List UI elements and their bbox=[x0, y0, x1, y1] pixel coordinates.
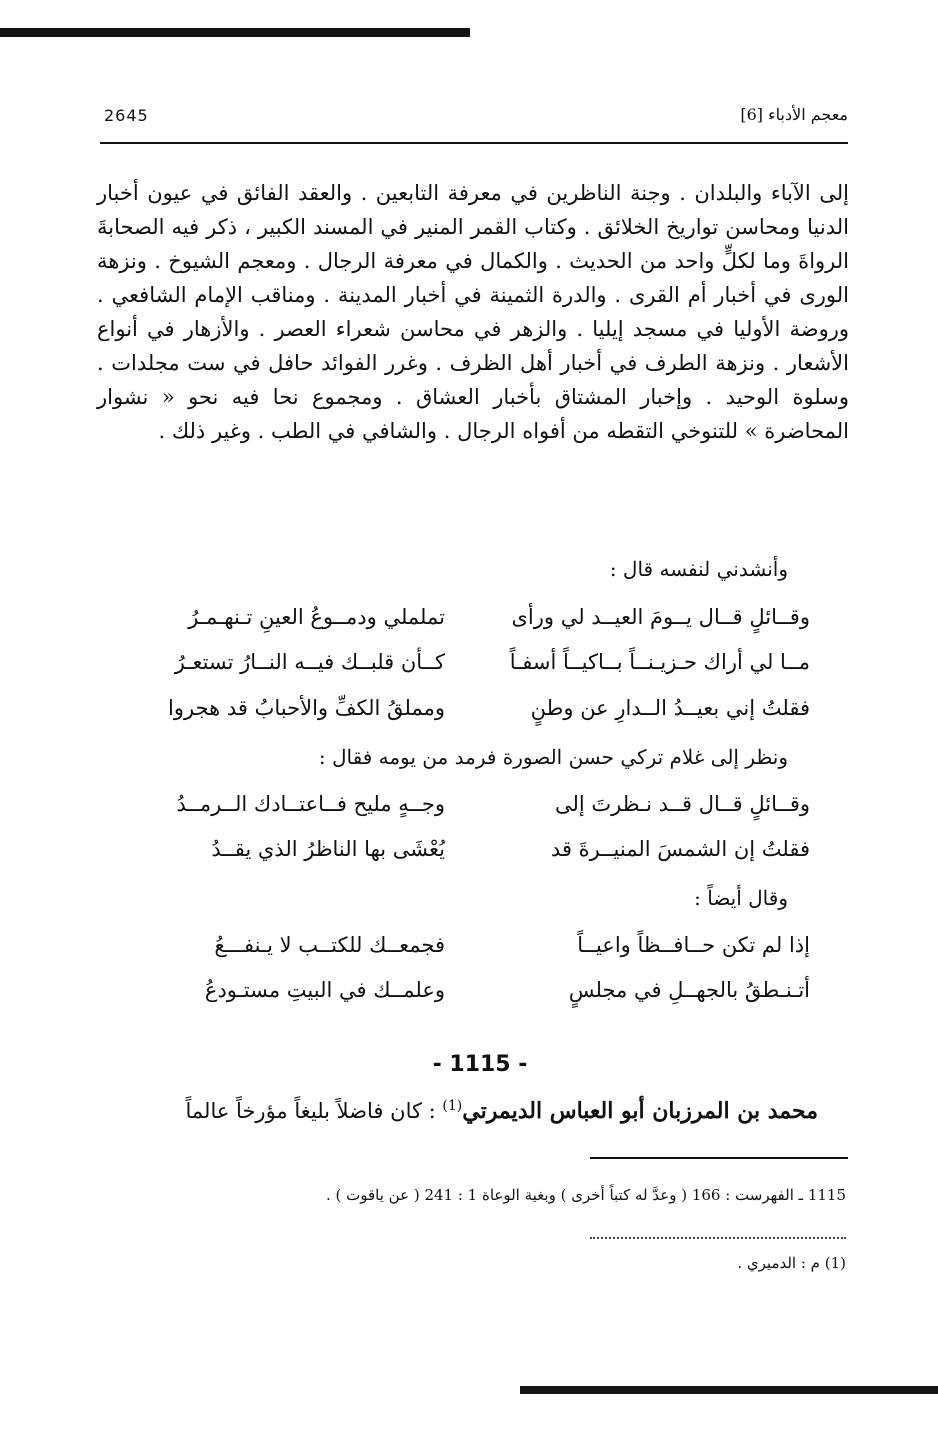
header-rule bbox=[100, 142, 848, 144]
verse-second-half: فجمعــك للكتــب لا يـنفـــعُ bbox=[214, 933, 445, 957]
verse bbox=[120, 650, 810, 690]
verse-second-half: وعلمــك في البيتِ مستـودعُ bbox=[204, 978, 445, 1002]
verse-first-half: فقلتُ إني بعيــدُ الــدارِ عن وطنٍ bbox=[530, 696, 810, 720]
verse bbox=[120, 933, 810, 973]
scan-edge-bottom bbox=[520, 1386, 938, 1394]
source-footnote: 1115 ـ الفهرست : 166 ( وعدَّ له كتباً أخرى ) وبغية الوعاة 1 : 241 ( عن ياقوت ) . bbox=[325, 1186, 846, 1204]
dotted-separator bbox=[590, 1237, 846, 1239]
verse-first-half: وقــائلٍ قــال قــد نـظرتَ إلى bbox=[554, 792, 810, 816]
entry-name: محمد بن المرزبان أبو العباس الديمرتي bbox=[462, 1098, 818, 1124]
poem-3-intro: وقال أيضاً : bbox=[694, 886, 788, 910]
verse-second-half: وجــهٍ مليح فــاعتــادك الــرمــدُ bbox=[176, 792, 445, 816]
entry-number: - 1115 - bbox=[432, 1052, 528, 1077]
book-list-paragraph: إلى الآباء والبلدان . وجنة الناظرين في معرفة التابعين . والعقد الفائق في عيون أخبار الدنيا ومحاسن تواريخ الخلائق . وكتاب القمر المنير في المسند الكبير ، ذكر فيه الصحابةَ الرواةَ وما لكلٍّ واحد من الحديث . والكمال في معرفة الرجال . ومعجم الشيوخ . ونزهة الورى في أخبار أم القرى . والدرة الثمينة في أخبار المدينة . ومناقب الإمام الشافعي . وروضة الأوليا في مسجد إيليا . والزهر في محاسن شعراء العصر . والأزهار في أنواع الأشعار . ونزهة الطرف في أخبار أهل الظرف . وغرر الفوائد حافل في ست مجلدات . وسلوة الوحيد . وإخبار المشتاق بأخبار العشاق . ومجموع نحا فيه نحو « نشوار المحاضرة » للتنوخي التقطه من أفواه الرجال . والشافي في الطب . وغير ذلك . bbox=[97, 181, 849, 443]
verse-second-half: يُعْشَى بها الناظرُ الذي يقــدُ bbox=[211, 837, 445, 861]
verse-first-half: أتـنـطقُ بالجهــلِ في مجلسٍ bbox=[568, 978, 810, 1002]
verse-first-half: إذا لم تكن حــافــظاً واعيــاً bbox=[577, 933, 810, 957]
verse-second-half: كــأن قلبــك فيــه النــارُ تستعـرُ bbox=[174, 650, 445, 674]
verse-first-half: مــا لي أراك حـزيـنــاً بــاكيــاً أسفـاً bbox=[509, 650, 810, 674]
footnote-marker: (1) bbox=[442, 1098, 463, 1114]
entry-heading bbox=[98, 1098, 818, 1124]
page-number: 2645 bbox=[104, 106, 149, 125]
entry-description: : كان فاضلاً بليغاً مؤرخاً عالماً bbox=[185, 1099, 436, 1123]
scan-edge-top bbox=[0, 28, 470, 37]
verse-second-half: ومملقُ الكفِّ والأحبابُ قد هجروا bbox=[168, 696, 445, 720]
verse bbox=[120, 696, 810, 736]
poem-2-intro: ونظر إلى غلام تركي حسن الصورة فرمد من يومه فقال : bbox=[318, 745, 788, 769]
verse bbox=[120, 978, 810, 1018]
page-header bbox=[100, 100, 848, 134]
running-title: معجم الأدباء [6] bbox=[740, 105, 848, 124]
verse-first-half: فقلتُ إن الشمسَ المنيــرةَ قد bbox=[550, 837, 810, 861]
verse-first-half: وقــائلٍ قــال يــومَ العيــد لي ورأى bbox=[511, 605, 810, 629]
verse bbox=[120, 837, 810, 877]
footnote-rule bbox=[590, 1157, 848, 1159]
poem-1-intro: وأنشدني لنفسه قال : bbox=[609, 557, 788, 581]
variant-footnote: (1) م : الدميري . bbox=[737, 1254, 846, 1272]
verse bbox=[120, 792, 810, 832]
verse bbox=[120, 605, 810, 645]
verse-second-half: تململي ودمــوعُ العينِ تـنهـمـرُ bbox=[188, 605, 445, 629]
